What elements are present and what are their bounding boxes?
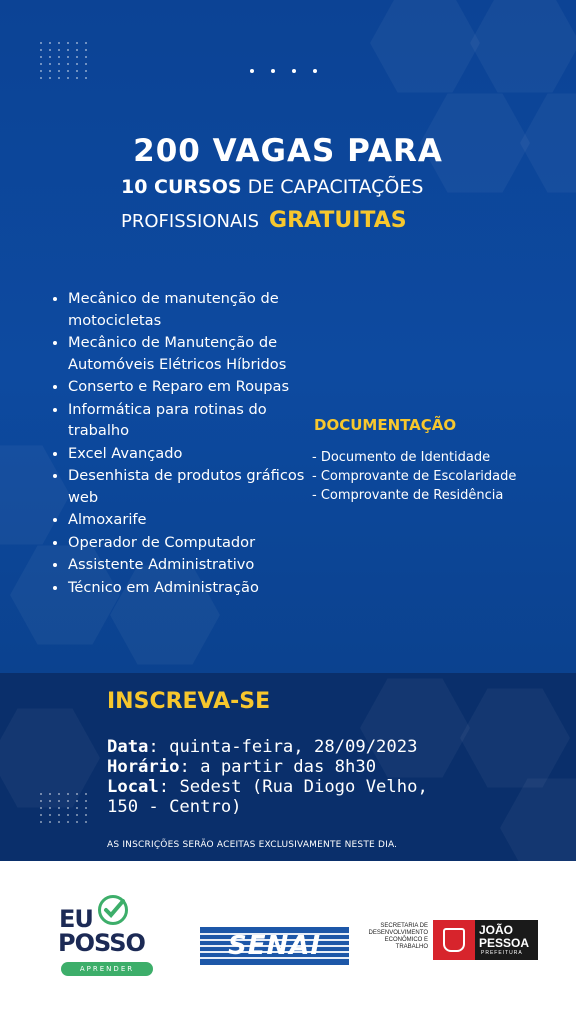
courses-count: 10 CURSOS xyxy=(121,176,242,198)
list-item: • Desenhista de produtos gráficos web xyxy=(68,465,318,508)
dot-grid-decoration xyxy=(40,793,89,823)
prefeitura-label: PREFEITURA xyxy=(481,950,523,956)
time-label: Horário xyxy=(107,757,180,777)
senai-logo xyxy=(200,927,349,965)
course-list xyxy=(48,288,318,599)
eu-posso-logo xyxy=(58,899,158,984)
documentation-list xyxy=(312,448,516,505)
time-value: : a partir das 8h30 xyxy=(179,757,377,777)
professionals-text: PROFISSIONAIS xyxy=(121,211,260,232)
hexagon-decoration xyxy=(470,0,576,98)
list-item: • Técnico em Administração xyxy=(68,577,318,599)
headline: 200 VAGAS PARA xyxy=(133,133,443,169)
crest-icon xyxy=(433,920,475,960)
date-value: : quinta-feira, 28/09/2023 xyxy=(148,737,418,757)
date-label: Data xyxy=(107,737,149,757)
documentation-title: DOCUMENTAÇÃO xyxy=(314,416,457,434)
list-item: • Excel Avançado xyxy=(68,443,318,465)
check-circle-icon xyxy=(98,895,128,925)
hexagon-decoration xyxy=(370,0,480,98)
eu-posso-word-1: EU xyxy=(59,905,93,933)
event-info xyxy=(107,737,467,817)
date-line xyxy=(107,737,467,757)
joao-pessoa-wordmark: JOÃO PESSOA xyxy=(479,923,530,950)
eu-posso-word-2: POSSO xyxy=(58,929,145,957)
list-item: • Almoxarife xyxy=(68,509,318,531)
dot-grid-decoration xyxy=(40,42,89,79)
place-label: Local xyxy=(107,777,159,797)
registration-note: AS INSCRIÇÕES SERÃO ACEITAS EXCLUSIVAMENTE NESTE DIA. xyxy=(107,840,398,850)
list-item: • Informática para rotinas do trabalho xyxy=(68,399,318,442)
list-item: • Mecânico de manutenção de motocicletas xyxy=(68,288,318,331)
footer-logos xyxy=(0,861,576,1024)
dots-decoration xyxy=(250,69,317,73)
time-line xyxy=(107,757,467,777)
register-title: INSCREVA-SE xyxy=(107,689,271,714)
subheadline xyxy=(121,176,423,198)
registration-section xyxy=(0,673,576,861)
place-line xyxy=(107,777,467,817)
list-item: • Mecânico de Manutenção de Automóveis Elétricos Híbridos xyxy=(68,332,318,375)
eu-posso-sub: APRENDER xyxy=(61,962,153,976)
place-value: : Sedest (Rua Diogo Velho, 150 - Centro) xyxy=(107,777,428,817)
list-item: - Comprovante de Residência xyxy=(312,488,504,503)
list-item: - Comprovante de Escolaridade xyxy=(312,469,517,484)
hexagon-decoration xyxy=(460,683,570,793)
list-item: - Documento de Identidade xyxy=(312,450,491,465)
subheadline-2 xyxy=(121,208,407,233)
free-highlight: GRATUITAS xyxy=(269,208,407,233)
senai-wordmark: SENAI xyxy=(227,931,322,961)
list-item: • Assistente Administrativo xyxy=(68,554,318,576)
joao-pessoa-logo xyxy=(433,920,538,960)
subheadline-rest: DE CAPACITAÇÕES xyxy=(241,176,424,198)
list-item: • Operador de Computador xyxy=(68,532,318,554)
list-item: • Conserto e Reparo em Roupas xyxy=(68,376,318,398)
secretaria-label: SECRETARIA DE DESENVOLVIMENTO ECONÔMICO E TRABALHO xyxy=(368,923,428,950)
